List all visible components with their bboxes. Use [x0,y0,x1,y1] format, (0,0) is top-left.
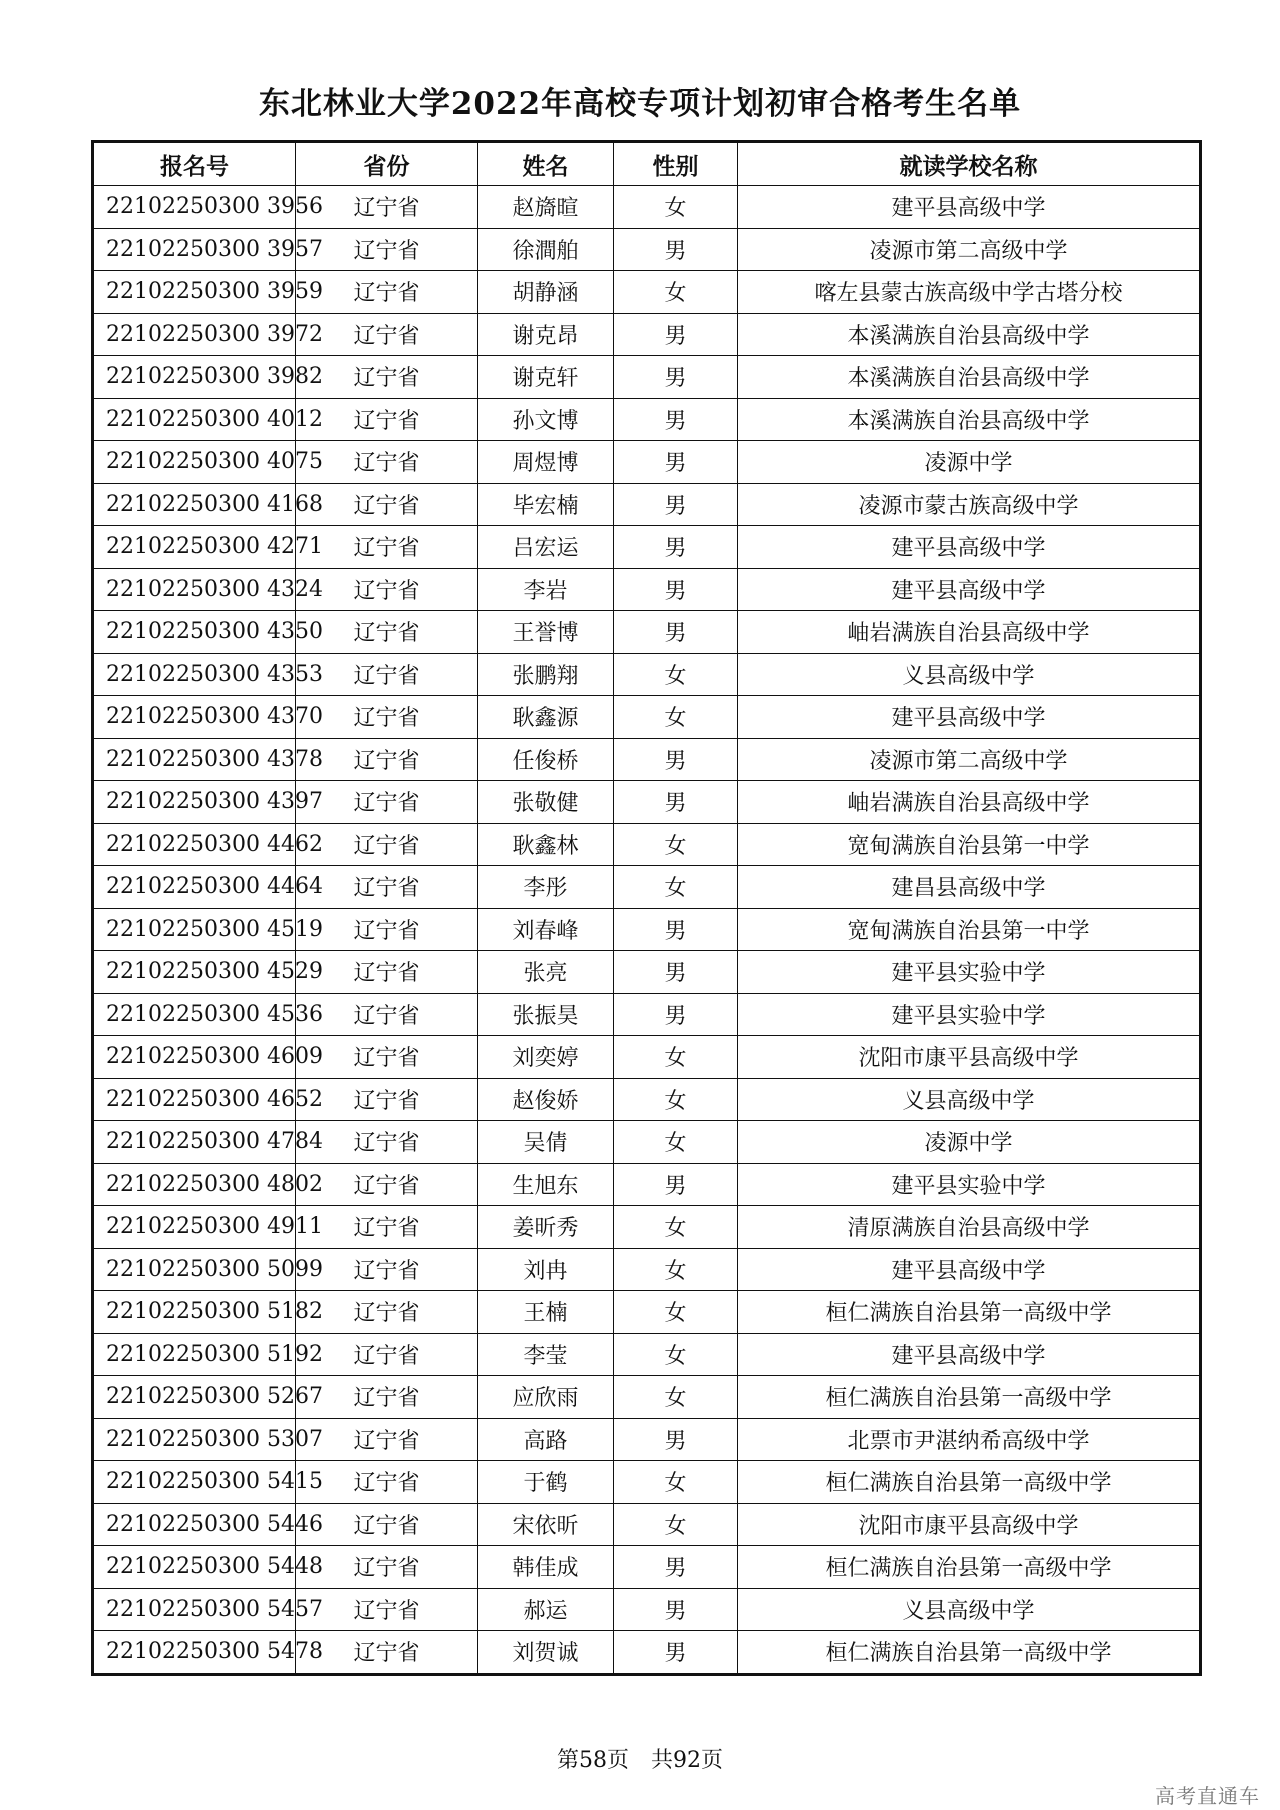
cell-school: 凌源市蒙古族高级中学 [738,483,1201,526]
table-row [93,1631,1201,1675]
cell-gender: 女 [614,866,738,909]
table-row [93,1333,1201,1376]
cell-name: 张鹏翔 [478,653,614,696]
cell-province: 辽宁省 [296,1163,478,1206]
cell-school: 义县高级中学 [738,653,1201,696]
table-row [93,441,1201,484]
cell-province: 辽宁省 [296,1588,478,1631]
cell-name: 赵俊娇 [478,1078,614,1121]
cell-name: 韩佳成 [478,1546,614,1589]
cell-name: 刘春峰 [478,908,614,951]
cell-gender: 女 [614,1333,738,1376]
cell-name: 谢克轩 [478,356,614,399]
cell-name: 张振昊 [478,993,614,1036]
cell-province: 辽宁省 [296,1546,478,1589]
cell-gender: 男 [614,1546,738,1589]
cell-school: 凌源市第二高级中学 [738,738,1201,781]
table-row [93,568,1201,611]
cell-gender: 男 [614,526,738,569]
cell-province: 辽宁省 [296,1418,478,1461]
cell-gender: 男 [614,993,738,1036]
cell-name: 耿鑫林 [478,823,614,866]
cell-gender: 男 [614,781,738,824]
cell-registration-number: 22102250300 4464 [93,866,296,909]
cell-school: 喀左县蒙古族高级中学古塔分校 [738,271,1201,314]
cell-gender: 女 [614,1461,738,1504]
cell-gender: 男 [614,908,738,951]
cell-province: 辽宁省 [296,1503,478,1546]
cell-province: 辽宁省 [296,271,478,314]
cell-gender: 女 [614,696,738,739]
table-row [93,993,1201,1036]
cell-province: 辽宁省 [296,1121,478,1164]
cell-school: 沈阳市康平县高级中学 [738,1036,1201,1079]
cell-registration-number: 22102250300 4397 [93,781,296,824]
table-row [93,1036,1201,1079]
table-row [93,866,1201,909]
cell-province: 辽宁省 [296,993,478,1036]
cell-school: 桓仁满族自治县第一高级中学 [738,1461,1201,1504]
cell-gender: 男 [614,1163,738,1206]
cell-name: 胡静涵 [478,271,614,314]
cell-province: 辽宁省 [296,738,478,781]
cell-gender: 男 [614,1588,738,1631]
cell-province: 辽宁省 [296,823,478,866]
cell-province: 辽宁省 [296,1333,478,1376]
cell-school: 建平县高级中学 [738,1333,1201,1376]
watermark: 高考直通车 [1155,1784,1260,1808]
cell-registration-number: 22102250300 4075 [93,441,296,484]
cell-name: 孙文博 [478,398,614,441]
table-row [93,1588,1201,1631]
cell-name: 刘奕婷 [478,1036,614,1079]
cell-registration-number: 22102250300 5415 [93,1461,296,1504]
cell-province: 辽宁省 [296,313,478,356]
table-row [93,1121,1201,1164]
cell-name: 刘冉 [478,1248,614,1291]
table-row [93,483,1201,526]
cell-gender: 女 [614,1291,738,1334]
table-row [93,271,1201,314]
table-row [93,611,1201,654]
cell-school: 宽甸满族自治县第一中学 [738,823,1201,866]
page-number: 第58页 [557,1748,629,1773]
cell-registration-number: 22102250300 5446 [93,1503,296,1546]
cell-name: 李岩 [478,568,614,611]
cell-gender: 男 [614,1418,738,1461]
cell-name: 李莹 [478,1333,614,1376]
table-row [93,356,1201,399]
cell-province: 辽宁省 [296,568,478,611]
table-row [93,653,1201,696]
cell-registration-number: 22102250300 4652 [93,1078,296,1121]
cell-registration-number: 22102250300 5307 [93,1418,296,1461]
cell-province: 辽宁省 [296,526,478,569]
cell-registration-number: 22102250300 4784 [93,1121,296,1164]
cell-province: 辽宁省 [296,1248,478,1291]
cell-gender: 女 [614,1078,738,1121]
cell-school: 建平县高级中学 [738,526,1201,569]
table-row [93,313,1201,356]
cell-gender: 男 [614,1631,738,1675]
table-row [93,951,1201,994]
cell-province: 辽宁省 [296,1376,478,1419]
cell-name: 于鹤 [478,1461,614,1504]
cell-name: 耿鑫源 [478,696,614,739]
cell-school: 清原满族自治县高级中学 [738,1206,1201,1249]
cell-gender: 女 [614,1206,738,1249]
cell-registration-number: 22102250300 4271 [93,526,296,569]
header-province: 省份 [296,142,478,186]
cell-gender: 男 [614,313,738,356]
cell-gender: 男 [614,951,738,994]
cell-province: 辽宁省 [296,1078,478,1121]
cell-school: 本溪满族自治县高级中学 [738,313,1201,356]
header-registration-number: 报名号 [93,142,296,186]
cell-name: 宋依昕 [478,1503,614,1546]
cell-gender: 女 [614,653,738,696]
cell-registration-number: 22102250300 4353 [93,653,296,696]
cell-registration-number: 22102250300 4802 [93,1163,296,1206]
candidate-table [91,140,1202,1676]
cell-name: 赵旖暄 [478,186,614,229]
cell-province: 辽宁省 [296,781,478,824]
cell-registration-number: 22102250300 4350 [93,611,296,654]
table-row [93,1503,1201,1546]
cell-registration-number: 22102250300 4324 [93,568,296,611]
cell-name: 谢克昂 [478,313,614,356]
header-gender: 性别 [614,142,738,186]
cell-gender: 男 [614,738,738,781]
cell-gender: 女 [614,1248,738,1291]
page-title: 东北林业大学2022年高校专项计划初审合格考生名单 [258,86,1022,122]
table-row [93,1248,1201,1291]
cell-name: 徐澗舶 [478,228,614,271]
cell-school: 建平县高级中学 [738,186,1201,229]
table-row [93,738,1201,781]
cell-name: 王楠 [478,1291,614,1334]
cell-name: 毕宏楠 [478,483,614,526]
cell-school: 义县高级中学 [738,1588,1201,1631]
cell-school: 建平县高级中学 [738,568,1201,611]
cell-name: 周煜博 [478,441,614,484]
cell-registration-number: 22102250300 4529 [93,951,296,994]
cell-name: 李彤 [478,866,614,909]
table-row [93,1376,1201,1419]
cell-school: 桓仁满族自治县第一高级中学 [738,1631,1201,1675]
cell-registration-number: 22102250300 4012 [93,398,296,441]
cell-registration-number: 22102250300 4370 [93,696,296,739]
cell-province: 辽宁省 [296,1036,478,1079]
cell-registration-number: 22102250300 5099 [93,1248,296,1291]
cell-school: 建平县实验中学 [738,993,1201,1036]
cell-name: 郝运 [478,1588,614,1631]
table-row [93,781,1201,824]
cell-gender: 女 [614,271,738,314]
cell-registration-number: 22102250300 3959 [93,271,296,314]
cell-province: 辽宁省 [296,228,478,271]
cell-gender: 男 [614,441,738,484]
cell-school: 建平县高级中学 [738,696,1201,739]
table-row [93,1461,1201,1504]
page-footer [0,1743,1280,1774]
cell-registration-number: 22102250300 5457 [93,1588,296,1631]
cell-registration-number: 22102250300 3956 [93,186,296,229]
cell-name: 高路 [478,1418,614,1461]
cell-name: 吕宏运 [478,526,614,569]
cell-province: 辽宁省 [296,866,478,909]
cell-province: 辽宁省 [296,441,478,484]
cell-registration-number: 22102250300 5267 [93,1376,296,1419]
table-row [93,1546,1201,1589]
cell-province: 辽宁省 [296,398,478,441]
cell-name: 任俊桥 [478,738,614,781]
table-row [93,823,1201,866]
cell-registration-number: 22102250300 5448 [93,1546,296,1589]
cell-province: 辽宁省 [296,653,478,696]
cell-school: 义县高级中学 [738,1078,1201,1121]
cell-school: 凌源中学 [738,1121,1201,1164]
cell-province: 辽宁省 [296,186,478,229]
cell-province: 辽宁省 [296,1291,478,1334]
table-row [93,186,1201,229]
cell-gender: 女 [614,823,738,866]
cell-registration-number: 22102250300 5192 [93,1333,296,1376]
table-row [93,1078,1201,1121]
page-total: 共92页 [651,1748,723,1773]
cell-name: 生旭东 [478,1163,614,1206]
cell-province: 辽宁省 [296,951,478,994]
cell-registration-number: 22102250300 4519 [93,908,296,951]
cell-registration-number: 22102250300 4378 [93,738,296,781]
table-row [93,526,1201,569]
cell-school: 建平县实验中学 [738,1163,1201,1206]
table-body [93,186,1201,1675]
cell-gender: 男 [614,398,738,441]
cell-school: 宽甸满族自治县第一中学 [738,908,1201,951]
cell-school: 岫岩满族自治县高级中学 [738,781,1201,824]
cell-gender: 女 [614,1036,738,1079]
cell-registration-number: 22102250300 3982 [93,356,296,399]
cell-registration-number: 22102250300 5182 [93,1291,296,1334]
cell-name: 张敬健 [478,781,614,824]
cell-registration-number: 22102250300 3957 [93,228,296,271]
cell-name: 吴倩 [478,1121,614,1164]
cell-province: 辽宁省 [296,696,478,739]
table-row [93,908,1201,951]
cell-school: 北票市尹湛纳希高级中学 [738,1418,1201,1461]
cell-registration-number: 22102250300 4609 [93,1036,296,1079]
table-row [93,1291,1201,1334]
cell-name: 王誉博 [478,611,614,654]
header-name: 姓名 [478,142,614,186]
cell-gender: 女 [614,1376,738,1419]
cell-school: 桓仁满族自治县第一高级中学 [738,1546,1201,1589]
cell-province: 辽宁省 [296,1206,478,1249]
header-school: 就读学校名称 [738,142,1201,186]
cell-gender: 男 [614,568,738,611]
cell-name: 应欣雨 [478,1376,614,1419]
cell-school: 本溪满族自治县高级中学 [738,398,1201,441]
cell-gender: 男 [614,228,738,271]
cell-registration-number: 22102250300 5478 [93,1631,296,1675]
cell-name: 刘贺诚 [478,1631,614,1675]
cell-school: 本溪满族自治县高级中学 [738,356,1201,399]
cell-registration-number: 22102250300 4911 [93,1206,296,1249]
cell-province: 辽宁省 [296,356,478,399]
table-row [93,1206,1201,1249]
cell-province: 辽宁省 [296,483,478,526]
table-row [93,1418,1201,1461]
cell-registration-number: 22102250300 4536 [93,993,296,1036]
cell-gender: 男 [614,483,738,526]
cell-school: 凌源中学 [738,441,1201,484]
cell-gender: 女 [614,186,738,229]
cell-province: 辽宁省 [296,611,478,654]
cell-school: 桓仁满族自治县第一高级中学 [738,1291,1201,1334]
cell-school: 建平县高级中学 [738,1248,1201,1291]
cell-province: 辽宁省 [296,908,478,951]
cell-name: 姜昕秀 [478,1206,614,1249]
table-row [93,1163,1201,1206]
cell-registration-number: 22102250300 4168 [93,483,296,526]
cell-registration-number: 22102250300 3972 [93,313,296,356]
cell-gender: 男 [614,611,738,654]
cell-school: 建平县实验中学 [738,951,1201,994]
cell-name: 张亮 [478,951,614,994]
cell-gender: 男 [614,356,738,399]
cell-province: 辽宁省 [296,1461,478,1504]
table-header-row [93,142,1201,186]
table-row [93,398,1201,441]
cell-province: 辽宁省 [296,1631,478,1675]
cell-school: 桓仁满族自治县第一高级中学 [738,1376,1201,1419]
cell-gender: 女 [614,1121,738,1164]
table-row [93,696,1201,739]
table-row [93,228,1201,271]
cell-registration-number: 22102250300 4462 [93,823,296,866]
cell-school: 凌源市第二高级中学 [738,228,1201,271]
cell-school: 岫岩满族自治县高级中学 [738,611,1201,654]
cell-school: 沈阳市康平县高级中学 [738,1503,1201,1546]
cell-gender: 女 [614,1503,738,1546]
cell-school: 建昌县高级中学 [738,866,1201,909]
